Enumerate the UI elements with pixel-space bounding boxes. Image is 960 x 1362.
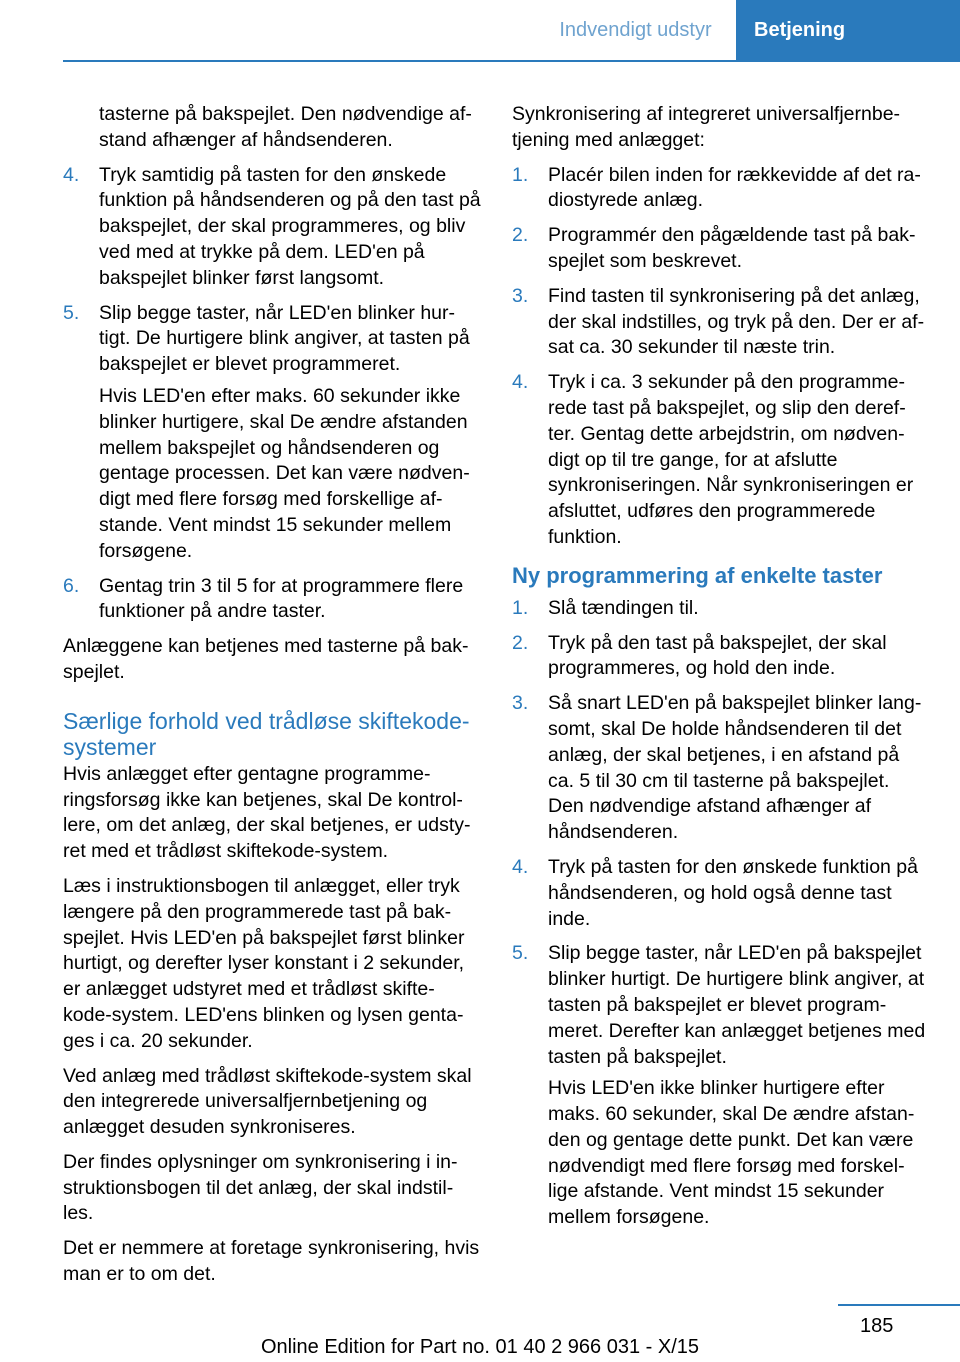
page-number: 185 [860, 1315, 894, 1337]
header-section-title: Indvendigt udstyr [535, 0, 736, 60]
list-item [512, 163, 930, 215]
list-item [63, 301, 481, 565]
list-item [512, 691, 930, 846]
reprogram-step-list [512, 596, 930, 1231]
body-paragraph: Hvis anlægget efter gentagne programme-ringsforsøg ikke kan betjenes, skal De kontrol-lere, om det anlæg, der skal betjenes, er udsty-ret med et trådløst skiftekode-system. [63, 762, 471, 863]
step-3-continuation: tasterne på bakspejlet. Den nødvendige af-stand afhænger af håndsenderen. [99, 103, 472, 151]
step-text: Tryk samtidig på tasten for den ønskede funktion på håndsenderen og på den tast på bakspejlet, der skal programmeres, og bliv ved med at trykke på dem. LED'en på bakspejlet blinker først langsomt. [99, 163, 481, 289]
body-paragraph: Synkronisering af integreret universalfjernbe-tjening med anlægget: [512, 103, 901, 151]
step-text: Placér bilen inden for rækkevidde af det ra-diostyrede anlæg. [548, 163, 921, 212]
section-heading: Særlige forhold ved trådløse skiftekode-systemer [63, 707, 470, 760]
section-heading: Ny programmering af enkelte taster [512, 562, 883, 588]
body-paragraph: Anlæggene kan betjenes med tasterne på bak-spejlet. [63, 635, 469, 683]
step-number: 4. [63, 163, 80, 186]
step-text: Programmér den pågældende tast på bak-spejlet som beskrevet. [548, 224, 916, 272]
list-item [512, 941, 930, 1231]
body-paragraph: Læs i instruktionsbogen til anlægget, eller tryk længere på den programmerede tast på bak-spejlet. Hvis LED'en på bakspejlet først blinker hurtigt, og derefter lyser konstant i 2 sekunder, er anlægget udstyret med et trådløst skifte-kode-system. LED'ens blinken og lysen genta-ges i ca. 20 sekunder. [63, 874, 465, 1052]
step-number: 5. [63, 301, 80, 324]
footer-rule [838, 1304, 960, 1306]
step-text: Find tasten til synkronisering på det anlæg, der skal indstilles, og tryk på den. Der er af-sat ca. 30 sekunder til næste trin. [548, 284, 925, 359]
list-item [512, 223, 930, 275]
step-text: Tryk i ca. 3 sekunder på den programme-rede tast på bakspejlet, og slip den deref-ter. Gentag dette arbejdstrin, om nødven-digt op til tre gange, for at afslutte synkroniseringen. Når synkroniseringen er afsluttet, udføres den programmerede funktion. [548, 371, 914, 548]
header-rule [63, 60, 960, 62]
left-step-list [63, 163, 481, 626]
step-number: 2. [512, 631, 529, 654]
header-chapter-tab: Betjening [736, 0, 960, 60]
step-number: 2. [512, 224, 529, 247]
step-number: 4. [512, 371, 529, 394]
step-number: 1. [512, 596, 529, 619]
step-text: Tryk på tasten for den ønskede funktion på håndsenderen, og hold også denne tast inde. [548, 855, 918, 930]
list-item [63, 574, 481, 626]
body-paragraph: Det er nemmere at foretage synkronisering, hvis man er to om det. [63, 1237, 480, 1286]
body-paragraph: Der findes oplysninger om synkronisering i in-struktionsbogen til det anlæg, der skal indstil-les. [63, 1150, 458, 1225]
step-number: 6. [63, 574, 80, 597]
edition-footer: Online Edition for Part no. 01 40 2 966 031 - X/15 [260, 1336, 700, 1358]
sync-step-list [512, 163, 930, 551]
list-item [512, 284, 930, 361]
step-number: 1. [512, 163, 529, 186]
list-item [512, 631, 930, 683]
right-column [512, 102, 930, 1240]
step-text: Hvis LED'en ikke blinker hurtigere efter maks. 60 sekunder, skal De ændre afstan-den og gentage dette punkt. Det kan være nødvendigt med flere forsøg med forskel-lige afstande. Vent mindst 15 sekunder mellem forsøgene. [548, 1077, 915, 1229]
step-number: 4. [512, 855, 529, 878]
body-paragraph: Ved anlæg med trådløst skiftekode-system skal den integrerede universalfjernbetjening og anlægget desuden synkroniseres. [63, 1064, 472, 1139]
step-number: 3. [512, 692, 529, 715]
list-item [512, 855, 930, 932]
list-item [512, 370, 930, 551]
step-text: Hvis LED'en efter maks. 60 sekunder ikke blinker hurtigere, skal De ændre afstanden mellem bakspejlet og håndsenderen og gentage processen. Det kan være nødven-digt med flere forsøg med forskellige af-stande. Vent mindst 15 sekunder mellem forsøgene. [99, 384, 470, 562]
list-item [63, 163, 481, 292]
list-item [512, 596, 930, 622]
step-text: Gentag trin 3 til 5 for at programmere flere funktioner på andre taster. [99, 574, 464, 623]
step-number: 5. [512, 942, 529, 965]
step-number: 3. [512, 284, 529, 307]
step-text: Så snart LED'en på bakspejlet blinker lang-somt, skal De holde håndsenderen til det anlæg, der skal betjenes, i en afstand på ca. 5 til 30 cm til tasterne på bakspejlet. Den nødvendige afstand afhænger af håndsenderen. [548, 692, 922, 844]
step-text: Slip begge taster, når LED'en blinker hur-tigt. De hurtigere blink angiver, at tasten på bakspejlet er blevet programmeret. [99, 301, 470, 376]
step-text: Slip begge taster, når LED'en på bakspejlet blinker hurtigt. De hurtigere blink angiver, at tasten på bakspejlet er blevet program-meret. Derefter kan anlægget betjenes med tasten på bakspejlet. [548, 942, 926, 1068]
step-text: Slå tændingen til. [548, 596, 699, 619]
step-text: Tryk på den tast på bakspejlet, der skal programmeres, og hold den inde. [548, 631, 887, 680]
left-column [63, 102, 481, 1297]
